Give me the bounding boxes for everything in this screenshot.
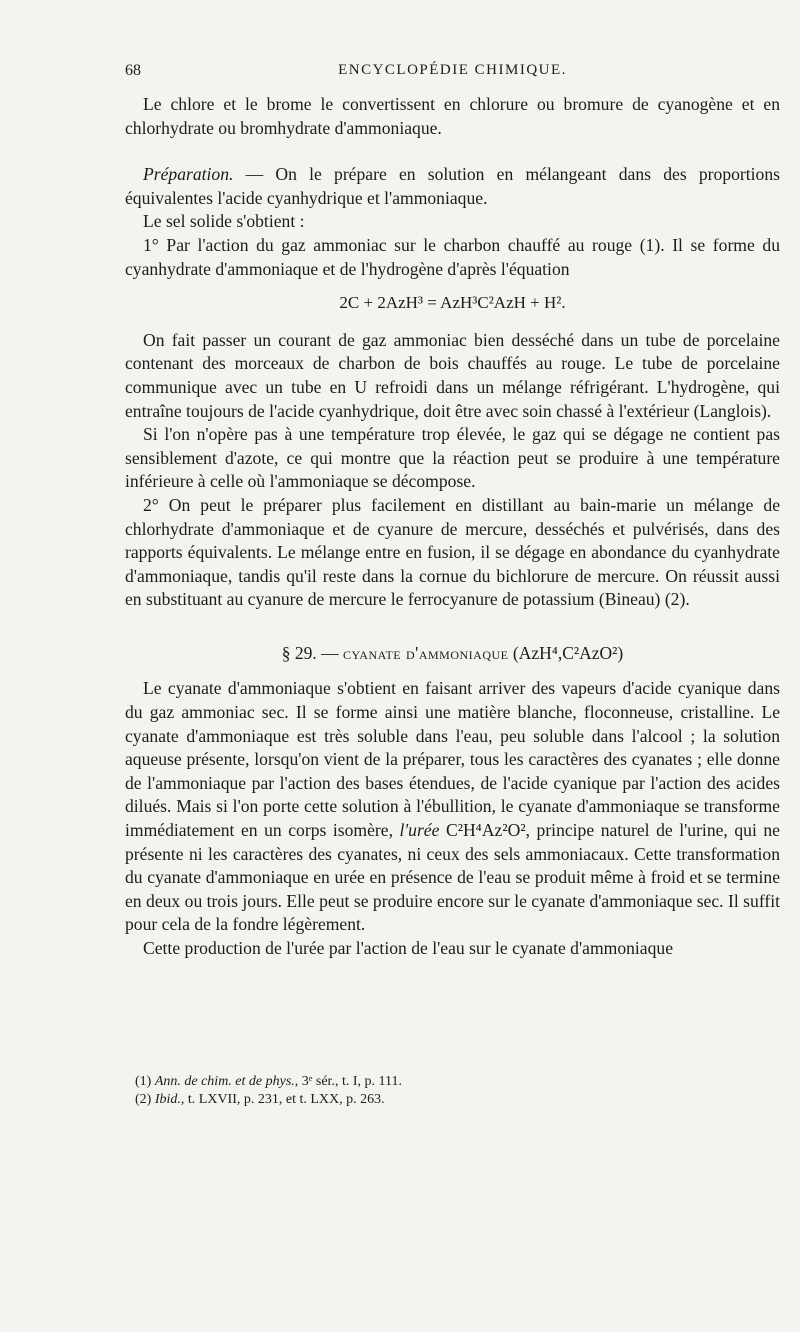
preparation-label: Préparation.: [143, 164, 234, 185]
urea-term: l'urée: [399, 820, 440, 841]
footnote-2-source: Ibid.: [154, 1092, 181, 1107]
footnote-1-source: Ann. de chim. et de phys.: [154, 1074, 295, 1089]
section-number: § 29. —: [281, 642, 339, 663]
section-name: cyanate d'ammoniaque: [342, 642, 509, 663]
paragraph-intro: Le chlore et le brome le convertissent en chlorure ou bromure de cyanogène et en chlorhydrate ou bromhydrate d'ammoniaque.: [125, 94, 780, 138]
cyanate-text-b: C²H⁴Az²O², principe naturel de l'urine, qui ne présente ni les caractères des cyanates, ni ceux des sels ammoniacaux. Cette transformation du cyanate d'ammoniaque en urée en présence de l'eau se produit même à froid et se termine en deux ou trois jours. Elle peut se produire encore sur le cyanate d'ammoniaque sec. Il suffit pour cela de la fondre légèrement.: [125, 820, 780, 935]
chemical-equation: 2C + 2AzH³ = AzH³C²AzH + H².: [339, 293, 566, 313]
section-heading: [125, 642, 780, 666]
page-header: [125, 62, 780, 86]
running-title: ENCYCLOPÉDIE CHIMIQUE.: [338, 62, 567, 78]
paragraph-temperature: Si l'on n'opère pas à une température trop élevée, le gaz qui se dégage ne contient pas sensiblement d'azote, ce qui montre que la réaction peut se produire à une température inférieure à celle où l'ammoniaque se décompose.: [125, 424, 780, 492]
cyanate-text-a: Le cyanate d'ammoniaque s'obtient en faisant arriver des vapeurs d'acide cyanique dans du gaz ammoniac sec. Il se forme ainsi une matière blanche, floconneuse, cristalline. Le cyanate d'ammoniaque est très soluble dans l'eau, peu soluble dans l'alcool ; la solution aqueuse présente, lorsqu'on vient de la préparer, tous les caractères des cyanates ; elle donne de l'ammoniaque par l'action des bases étendues, de l'acide cyanique par l'action des acides dilués. Mais si l'on porte cette solution à l'ébullition, le cyanate d'ammoniaque se transforme immédiatement en un corps isomère,: [125, 678, 780, 841]
footnotes: [135, 1073, 775, 1109]
page-number: 68: [125, 62, 141, 79]
body-text: [125, 93, 780, 961]
paragraph-cyanate: [125, 677, 780, 937]
footnote-2: (2) Ibid., t. LXVII, p. 231, et t. LXX, p. 263.: [135, 1092, 385, 1107]
paragraph-preparation: [125, 163, 780, 210]
paragraph-procedure: On fait passer un courant de gaz ammoniac bien desséché dans un tube de porcelaine contenant des morceaux de charbon de bois chauffés au rouge. Le tube de porcelaine communique avec un tube en U refroidi dans un mélange réfrigérant. L'hydrogène, qui entraîne toujours de l'acide cyanhydrique, doit être avec soin chassé à l'extérieur (Langlois).: [125, 329, 780, 421]
section-formula: (AzH⁴,C²AzO²): [512, 642, 624, 663]
paragraph-method-2: 2° On peut le préparer plus facilement en distillant au bain-marie un mélange de chlorhydrate d'ammoniaque et de cyanure de mercure, desséchés et pulvérisés, dans des rapports équivalents. Le mélange entre en fusion, il se dégage en abondance du cyanhydrate d'ammoniaque, tandis qu'il reste dans la cornue du bichlorure de mercure. On réussit aussi en substituant au cyanure de mercure le ferrocyanure de potassium (Bineau) (2).: [125, 494, 780, 610]
preparation-text: — On le prépare en solution en mélangeant dans des proportions équivalentes l'acide cyanhydrique et l'ammoniaque.: [125, 164, 780, 208]
paragraph-solid-salt: Le sel solide s'obtient :: [143, 211, 305, 232]
paragraph-method-1: 1° Par l'action du gaz ammoniac sur le charbon chauffé au rouge (1). Il se forme du cyanhydrate d'ammoniaque et de l'hydrogène d'après l'équation: [125, 234, 780, 279]
paragraph-urea-production: Cette production de l'urée par l'action de l'eau sur le cyanate d'ammoniaque: [143, 938, 674, 958]
footnote-1: (1) Ann. de chim. et de phys., 3ᵉ sér., t. I, p. 111.: [135, 1074, 402, 1089]
